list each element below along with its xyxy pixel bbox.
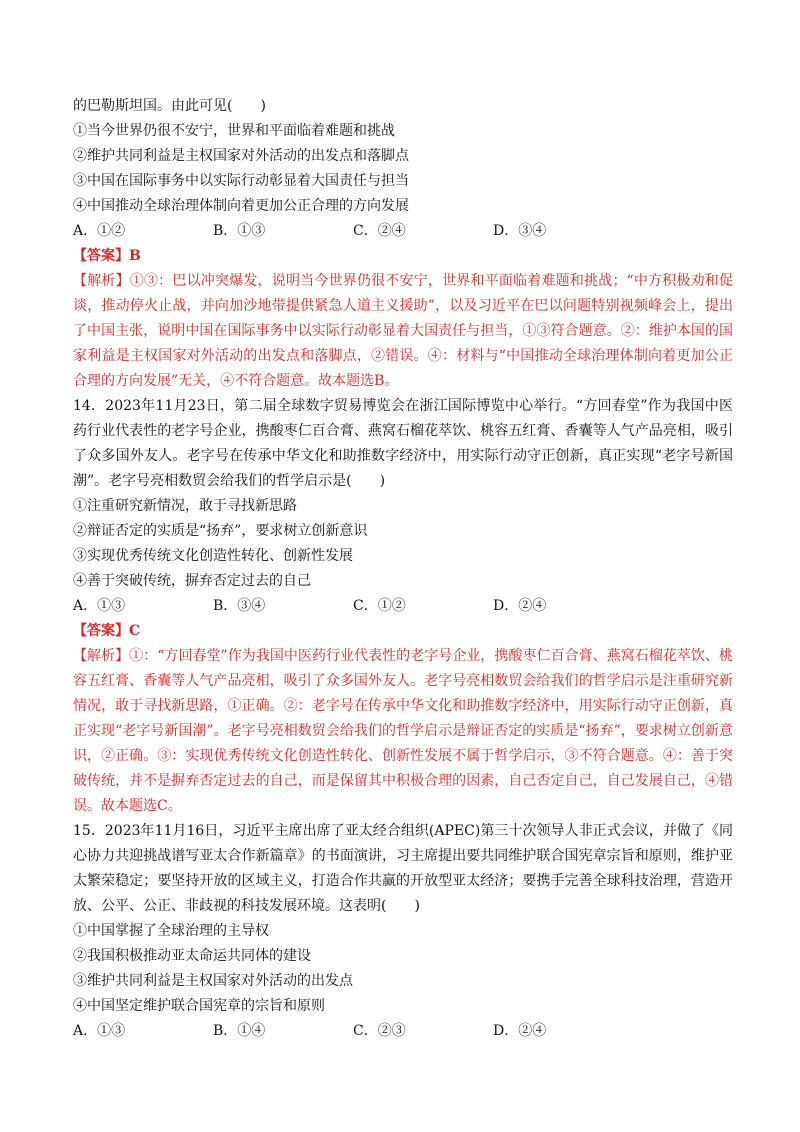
- q14-item-2: ②辩证否定的实质是“扬弃”，要求树立创新意识: [73, 523, 368, 539]
- q13-answer: 【答案】B: [73, 248, 141, 264]
- q13-item-3: ③中国在国际事务中以实际行动彰显着大国责任与担当: [73, 173, 409, 189]
- q15-item-1: ①中国掌握了全球治理的主导权: [73, 923, 269, 939]
- q15-stem: 15．2023年11月16日，习近平主席出席了亚太经合组织(APEC)第三十次领导人非正式会议，并做了《同心协力共迎挑战谱写亚太合作新篇章》的书面演讲，习主席提出要共同维护联合国宪章宗旨和原则，维护亚太繁荣稳定；要坚持开放的区域主义，打造合作共赢的开放型亚太经济；要携手完善全球科技治理，营造开放、公平、公正、非歧视的科技发展环境。这表明( ): [73, 823, 733, 914]
- q14-option-a: A．①③: [73, 598, 126, 614]
- q14-item-1: ①注重研究新情况，敢于寻找新思路: [73, 498, 297, 514]
- q13-item-1: ①当今世界仍很不安宁，世界和平面临着难题和挑战: [73, 123, 395, 139]
- q13-option-b: B．①③: [213, 223, 266, 239]
- q15-options: [73, 1019, 733, 1044]
- q13-option-a: A．①②: [73, 223, 126, 239]
- q13-item-2: ②维护共同利益是主权国家对外活动的出发点和落脚点: [73, 148, 409, 164]
- q13-analysis: 【解析】①③：巴以冲突爆发，说明当今世界仍很不安宁，世界和平面临着难题和挑战；“中方积极劝和促谈，推动停火止战，并向加沙地带提供紧急人道主义援助”，以及习近平在巴以问题特别视频峰会上，提出了中国主张，说明中国在国际事务中以实际行动彰显着大国责任与担当，①③符合题意。②：维护本国的国家利益是主权国家对外活动的出发点和落脚点，②错误。④：材料与“中国推动全球治理体制向着更加公正合理的方向发展”无关，④不符合题意。故本题选B。: [73, 273, 733, 389]
- q14-option-c: C．①②: [353, 598, 406, 614]
- q14-item-3: ③实现优秀传统文化创造性转化、创新性发展: [73, 548, 353, 564]
- q15-item-3: ③维护共同利益是主权国家对外活动的出发点: [73, 973, 353, 989]
- q14-stem: 14．2023年11月23日，第二届全球数字贸易博览会在浙江国际博览中心举行。“方回春堂”作为我国中医药行业代表性的老字号企业，携酸枣仁百合膏、燕窝石榴花萃饮、桃容五红膏、香囊等人气产品亮相，吸引了众多国外友人。老字号在传承中华文化和助推数字经济中，用实际行动守正创新，真正实现“老字号新国潮”。老字号亮相数贸会给我们的哲学启示是( ): [73, 398, 733, 489]
- q13-option-d: D．③④: [493, 223, 547, 239]
- q14-options: [73, 594, 733, 619]
- q13-stem-end: 的巴勒斯坦国。由此可见( ): [73, 98, 266, 114]
- q13-options: [73, 219, 733, 244]
- q14-option-b: B．③④: [213, 598, 266, 614]
- q14-answer: 【答案】C: [73, 623, 141, 639]
- q15-option-a: A．①③: [73, 1023, 126, 1039]
- document-page: [73, 94, 733, 1044]
- q14-item-4: ④善于突破传统，摒弃否定过去的自己: [73, 573, 311, 589]
- q13-option-c: C．②④: [353, 223, 406, 239]
- q15-option-b: B．①④: [213, 1023, 266, 1039]
- q15-option-c: C．②③: [353, 1023, 406, 1039]
- q14-analysis: 【解析】①：“方回春堂”作为我国中医药行业代表性的老字号企业，携酸枣仁百合膏、燕窝石榴花萃饮、桃容五红膏、香囊等人气产品亮相，吸引了众多国外友人。老字号亮相数贸会给我们的哲学启示是注重研究新情况，敢于寻找新思路，①正确。②：老字号在传承中华文化和助推数字经济中，用实际行动守正创新，真正实现“老字号新国潮”。老字号亮相数贸会给我们的哲学启示是辩证否定的实质是“扬弃”，要求树立创新意识，②正确。③：实现优秀传统文化创造性转化、创新性发展不属于哲学启示，③不符合题意。④：善于突破传统，并不是摒弃否定过去的自己，而是保留其中积极合理的因素，自己否定自己，自己发展自己，④错误。故本题选C。: [73, 648, 733, 814]
- q13-item-4: ④中国推动全球治理体制向着更加公正合理的方向发展: [73, 198, 409, 214]
- q15-item-2: ②我国积极推动亚太命运共同体的建设: [73, 948, 311, 964]
- q14-option-d: D．②④: [493, 598, 547, 614]
- q15-option-d: D．②④: [493, 1023, 547, 1039]
- q15-item-4: ④中国坚定维护联合国宪章的宗旨和原则: [73, 998, 325, 1014]
